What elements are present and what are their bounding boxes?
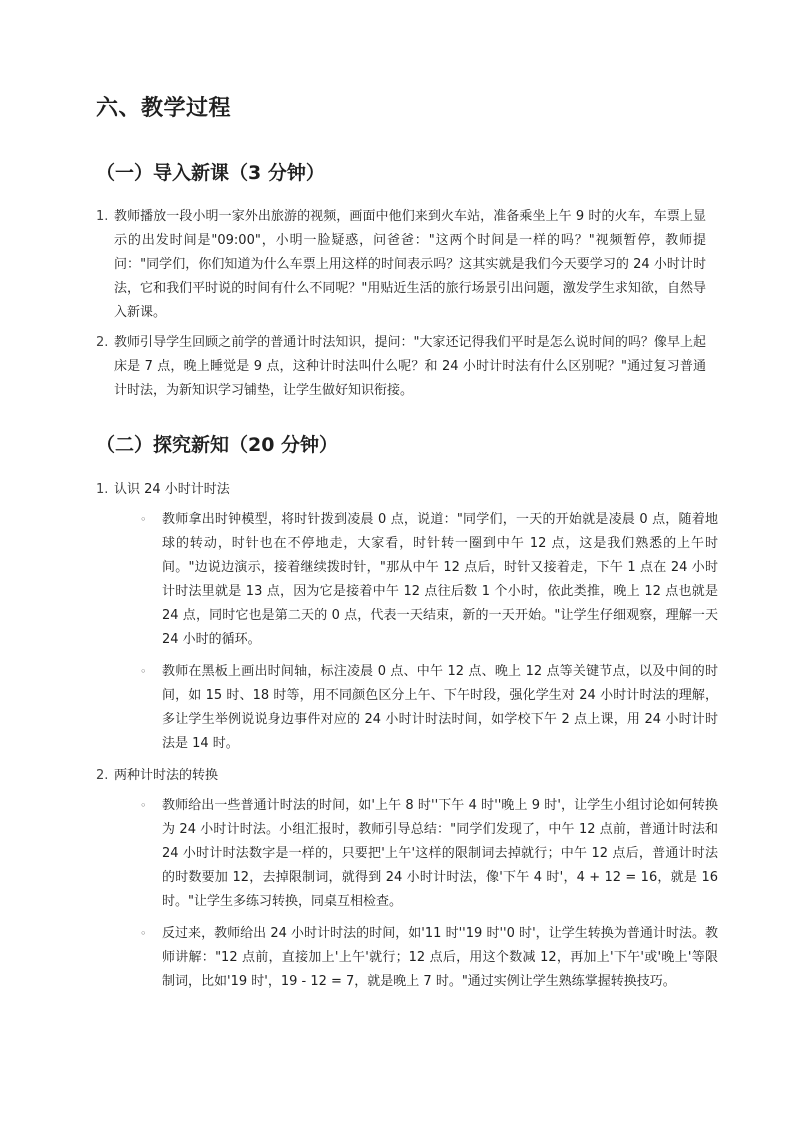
list-item-text: 认识 24 小时计时法 [114,482,230,497]
intro-list [96,205,706,409]
sub-list-item-text: 教师拿出时钟模型，将时针拨到凌晨 0 点，说道："同学们，一天的开始就是凌晨 0 点，随着地球的转动，时针也在不停地走，大家看，时针转一圈到中午 12 点，这是我们熟悉的上午时间。"边说边演示，接着继续拨时针，"那从中午 12 点后，时针又接着走，下午 1 点在 24 小时计时法里就是 13 点，因为它是接着中午 12 点往后数 1 个小时，依此类推，晚上 12 点也就是 24 点，同时它也是第二天的 0 点，代表一天结束，新的一天开始。"让学生仔细观察，理解一天 24 小时的循环。 [162,512,718,647]
list-item-text: 两种计时法的转换 [114,768,219,783]
sub-list [114,794,718,994]
bullet-icon: ◦ [140,927,147,940]
list-item [96,764,718,994]
bullet-icon: ◦ [140,799,147,812]
list-item [96,205,706,325]
sub-list [114,508,718,756]
sub-list-item-text: 教师在黑板上画出时间轴，标注凌晨 0 点、中午 12 点、晚上 12 点等关键节点，以及中间的时间，如 15 时、18 时等，用不同颜色区分上午、下午时段，强化学生对 24 小时计时法的理解，多让学生举例说说身边事件对应的 24 小时计时法时间，如学校下午 2 点上课，用 24 小时计时法是 14 时。 [162,664,718,751]
section-title-intro: （一）导入新课（3 分钟） [96,162,325,184]
list-item [96,478,718,756]
list-number: 1. [96,482,109,497]
list-item [96,331,706,403]
sub-list-item [114,660,718,756]
sub-list-item [114,922,718,994]
list-item-text: 教师播放一段小明一家外出旅游的视频，画面中他们来到火车站，准备乘坐上午 9 时的火车，车票上显示的出发时间是"09:00"，小明一脸疑惑，问爸爸："这两个时间是一样的吗？"视频暂停，教师提问："同学们，你们知道为什么车票上用这样的时间表示吗？这其实就是我们今天要学习的 24 小时计时法，它和我们平时说的时间有什么不同呢？"用贴近生活的旅行场景引出问题，激发学生求知欲，自然导入新课。 [114,209,706,320]
sub-list-item-text: 教师给出一些普通计时法的时间，如'上午 8 时''下午 4 时''晚上 9 时'，让学生小组讨论如何转换为 24 小时计时法。小组汇报时，教师引导总结："同学们发现了，中午 12 点前，普通计时法和 24 小时计时法数字是一样的，只要把'上午'这样的限制词去掉就行；中午 12 点后，普通计时法的时数要加 12，去掉限制词，就得到 24 小时计时法，像'下午 4 时'，4 + 12 = 16，就是 16 时。"让学生多练习转换，同桌互相检查。 [162,798,718,909]
sub-list-item [114,508,718,652]
sub-list-item-text: 反过来，教师给出 24 小时计时法的时间，如'11 时''19 时''0 时'，让学生转换为普通计时法。教师讲解："12 点前，直接加上'上午'就行；12 点后，用这个数减 12，再加上'下午'或'晚上'等限制词，比如'19 时'，19 - 12 = 7，就是晚上 7 时。"通过实例让学生熟练掌握转换技巧。 [162,926,718,989]
page-heading: 六、教学过程 [96,96,232,121]
section-title-explore: （二）探究新知（20 分钟） [96,434,339,456]
list-number: 1. [96,209,109,224]
list-item-text: 教师引导学生回顾之前学的普通计时法知识，提问："大家还记得我们平时是怎么说时间的吗？像早上起床是 7 点，晚上睡觉是 9 点，这种计时法叫什么呢？和 24 小时计时法有什么区别呢？"通过复习普通计时法，为新知识学习铺垫，让学生做好知识衔接。 [114,335,706,398]
explore-list [96,478,718,1002]
bullet-icon: ◦ [140,665,147,678]
list-number: 2. [96,335,109,350]
list-number: 2. [96,768,109,783]
sub-list-item [114,794,718,914]
bullet-icon: ◦ [140,513,147,526]
